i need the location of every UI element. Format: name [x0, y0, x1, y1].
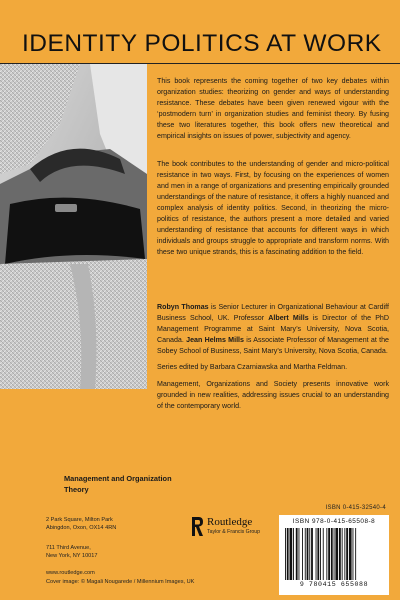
barcode-bar	[342, 528, 343, 580]
barcode-bar	[346, 528, 348, 580]
barcode-bar	[344, 528, 345, 580]
barcode	[279, 515, 389, 595]
barcode-bar	[349, 528, 352, 580]
author-name-1: Robyn Thomas	[157, 303, 209, 311]
barcode-digits: 9 780415 655088	[299, 581, 369, 588]
barcode-bar	[331, 528, 333, 580]
barcode-bar	[299, 528, 300, 580]
barcode-bar	[293, 528, 294, 580]
routledge-mark-icon	[190, 517, 204, 537]
address-line: 711 Third Avenue,	[46, 545, 91, 551]
series-description: Management, Organizations and Society presents innovative work grounded in new realities, addressing issues crucial to an understanding of the contemporary world.	[157, 380, 389, 410]
barcode-bar	[317, 528, 319, 580]
series-label: Management and Organization Theory	[64, 474, 172, 494]
barcode-bar	[290, 528, 293, 580]
author-name-3: Jean Helms Mills	[186, 335, 244, 344]
barcode-bar	[307, 528, 309, 580]
barcode-bar	[335, 528, 338, 580]
barcode-bar	[296, 528, 298, 580]
barcode-bar	[328, 528, 330, 580]
address-line: New York, NY 10017	[46, 553, 98, 560]
publisher-name: Routledge	[207, 516, 253, 528]
author-bios	[157, 302, 389, 357]
barcode-bar	[285, 528, 286, 580]
cover-image-credit: Cover image: © Magali Nougarede / Millennium Images, UK	[46, 579, 195, 585]
publisher-website[interactable]: www.routledge.com	[46, 570, 95, 576]
address-uk	[46, 516, 206, 532]
barcode-bar	[305, 528, 306, 580]
isbn-13-label: ISBN 978-0-415-65508-8	[292, 518, 376, 525]
barcode-bar	[320, 528, 321, 580]
barcode-bar	[287, 528, 289, 580]
barcode-bar	[334, 528, 335, 580]
address-us	[46, 544, 206, 560]
author-bio-1: is Senior Lecturer in Organizational Behaviour at Cardiff Business School, UK. Professor	[157, 303, 389, 322]
barcode-bar	[326, 528, 327, 580]
barcode-bar	[309, 528, 310, 580]
author-name-2: Albert Mills	[268, 313, 309, 322]
routledge-logo	[190, 516, 270, 540]
author-bio-2: is Director of the PhD Management Programme at Saint Mary’s University, Nova Scotia, Canada.	[157, 313, 390, 344]
barcode-bar	[302, 528, 303, 580]
barcode-bar	[355, 528, 356, 580]
publisher-group: Taylor & Francis Group	[207, 529, 261, 535]
address-line: Abingdon, Oxon, OX14 4RN	[46, 525, 117, 532]
barcode-bars	[285, 528, 383, 580]
blurb-paragraph-2: The book contributes to the understanding of gender and micro-political resistance in two ways. First, by focusing on the experiences of women and men in a range of organizations and presenting empirically grounded understandings of the nature of resistance, it offers a highly nuanced and complex analysis of identity politics. Second, in theorizing the micro-politics of resistance, the authors present a more detailed and varied understanding of resistance that accounts for different ways in which individuals and groups struggle to appropriate and transform norms. With these two unique strands, this is a fascinating addition to the field.	[157, 160, 389, 256]
address-line: 2 Park Square, Milton Park	[46, 517, 113, 523]
barcode-bar	[316, 528, 317, 580]
book-title: IDENTITY POLITICS AT WORK	[22, 30, 382, 57]
barcode-bar	[311, 528, 313, 580]
cover-photo	[0, 64, 147, 389]
author-bio-3: is Associate Professor of Management at the Sobey School of Business, Saint Mary’s University, Nova Scotia, Canada.	[157, 335, 389, 355]
isbn-10: ISBN 0-415-32540-4	[325, 505, 386, 511]
barcode-bar	[353, 528, 354, 580]
barcode-bar	[323, 528, 324, 580]
blurb-paragraph-1: This book represents the coming together of two key debates within organization studies: theorizing on gender and ways of understanding resistance. These debates have been given renewed vigour with the ‘postmodern turn’ in organization studies and feminist theory. By fusing these two literatures together, this book offers new theoretical and empirical insights on issues of power, subjectivity and agency.	[157, 77, 389, 140]
barcode-bar	[339, 528, 341, 580]
series-editors: Series edited by Barbara Czarniawska and Martha Feldman.	[157, 363, 348, 371]
